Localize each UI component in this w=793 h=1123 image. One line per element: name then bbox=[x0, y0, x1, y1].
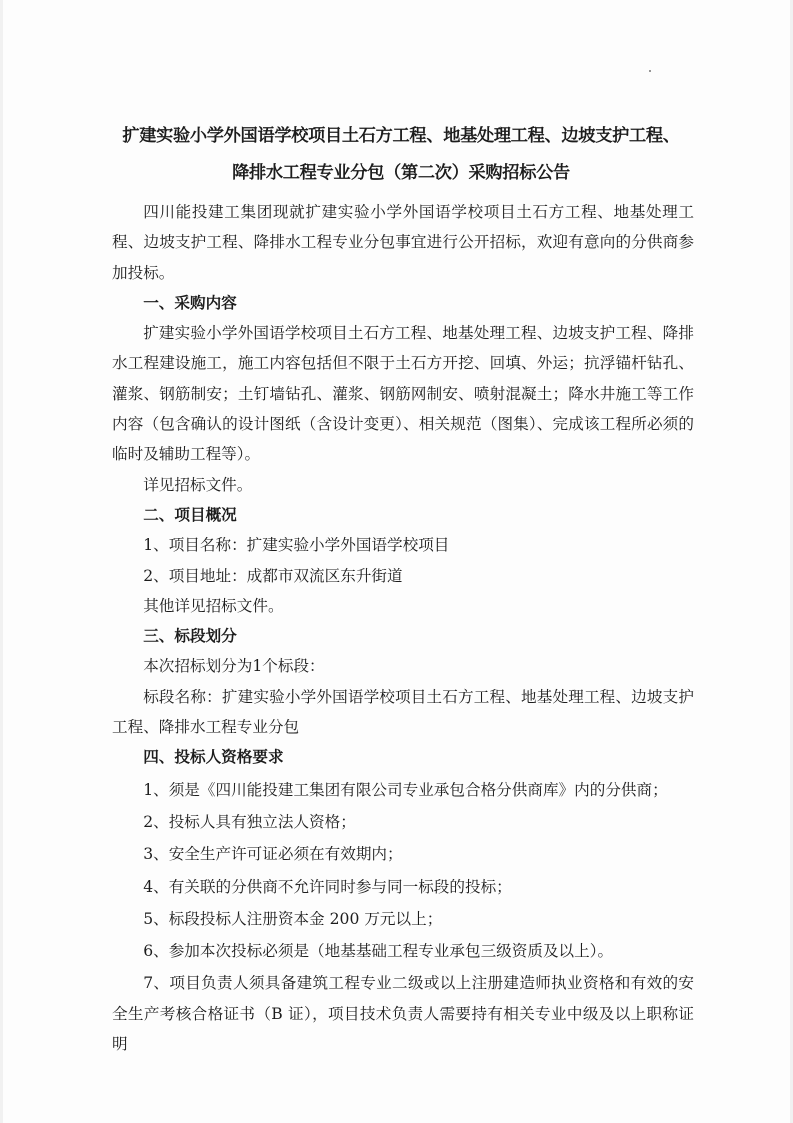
section-1-text: 扩建实验小学外国语学校项目土石方工程、地基处理工程、边坡支护工程、降排水工程建设施工，施工内容包括但不限于土石方开挖、回填、外运；抗浮锚杆钻孔、灌浆、钢筋制安；土钉墙钻孔、灌浆、钢筋网制安、喷射混凝土；降水井施工等工作内容（包含确认的设计图纸（含设计变更）、相关规范（图集）、完成该工程所必须的临时及辅助工程等）。 bbox=[112, 324, 694, 464]
section-3-line-1: 本次招标划分为1个标段： bbox=[143, 657, 325, 676]
section-1-note: 详见招标文件。 bbox=[143, 475, 253, 494]
title-line-1: 扩建实验小学外国语学校项目土石方工程、地基处理工程、边坡支护工程、 bbox=[122, 126, 680, 146]
section-2-heading: 二、项目概况 bbox=[143, 504, 237, 524]
section-4-item-6: 6、参加本次投标必须是（地基基础工程专业承包三级资质及以上）。 bbox=[143, 942, 614, 961]
section-4-item-4: 4、有关联的分供商不允许同时参与同一标段的投标； bbox=[143, 877, 512, 896]
section-4-heading: 四、投标人资格要求 bbox=[143, 747, 284, 767]
section-4-item-7: 7、项目负责人须具备建筑工程专业二级或以上注册建造师执业资格和有效的安全生产考核合格证书（B 证），项目技术负责人需要持有相关专业中级及以上职称证明 bbox=[112, 974, 694, 1054]
section-4-item-2: 2、投标人具有独立法人资格； bbox=[143, 812, 356, 831]
title-line-2: 降排水工程专业分包（第二次）采购招标公告 bbox=[232, 163, 570, 183]
intro-paragraph: 四川能投建工集团现就扩建实验小学外国语学校项目土石方工程、地基处理工程、边坡支护工程、降排水工程专业分包事宜进行公开招标，欢迎有意向的分供商参加投标。 bbox=[112, 203, 694, 282]
section-2-item-2: 2、项目地址：成都市双流区东升街道 bbox=[143, 566, 403, 585]
scan-edge-left bbox=[0, 0, 3, 1123]
section-4-item-1: 1、须是《四川能投建工集团有限公司专业承包合格分供商库》内的分供商； bbox=[143, 780, 668, 799]
section-3-line-2: 标段名称：扩建实验小学外国语学校项目土石方工程、地基处理工程、边坡支护工程、降排水工程专业分包 bbox=[112, 687, 694, 737]
announcement-body bbox=[112, 197, 694, 1059]
announcement-title bbox=[95, 118, 707, 192]
section-2-note: 其他详见招标文件。 bbox=[143, 596, 284, 615]
section-1-heading: 一、采购内容 bbox=[143, 292, 237, 312]
section-4-item-3: 3、安全生产许可证必须在有效期内； bbox=[143, 845, 403, 864]
scan-speck bbox=[649, 70, 651, 72]
section-4-item-5: 5、标段投标人注册资本金 200 万元以上； bbox=[143, 909, 443, 928]
section-2-item-1: 1、项目名称：扩建实验小学外国语学校项目 bbox=[143, 536, 450, 555]
section-3-heading: 三、标段划分 bbox=[143, 626, 237, 646]
